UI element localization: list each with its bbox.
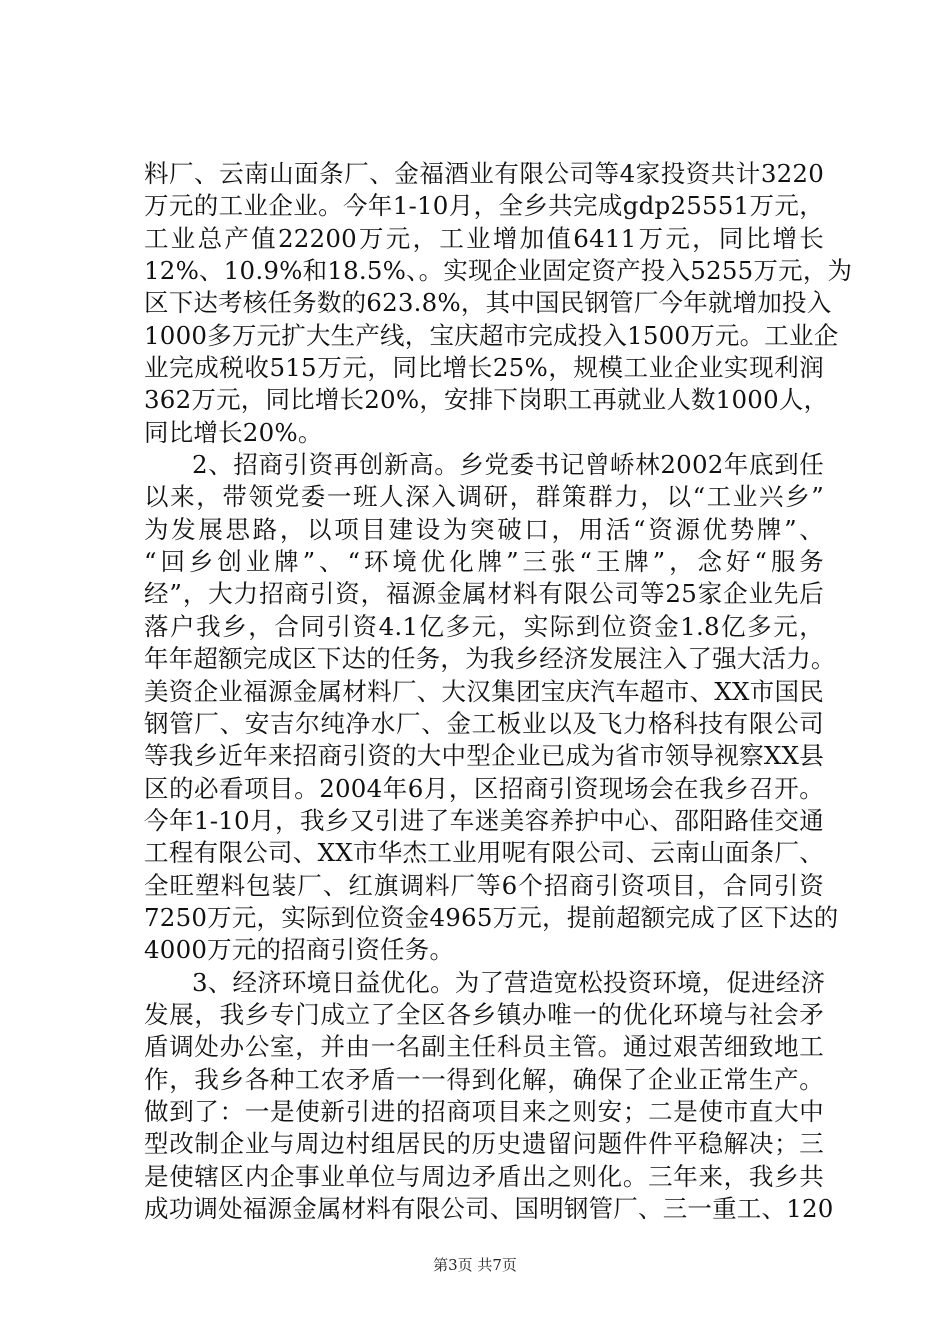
paragraph-line: 等我乡近年来招商引资的大中型企业已成为省市领导视察XX县	[144, 741, 824, 771]
paragraph-line: 年年超额完成区下达的任务，为我乡经济发展注入了强大活力。	[144, 644, 836, 674]
paragraph-line: 全旺塑料包装厂、红旗调料厂等6个招商引资项目，合同引资	[144, 870, 824, 900]
paragraph-line: 区下达考核任务数的623.8%，其中国民钢管厂今年就增加投入	[144, 288, 832, 318]
paragraph-line: 业完成税收515万元，同比增长25%，规模工业企业实现利润	[144, 353, 824, 383]
paragraph-line: 7250万元，实际到位资金4965万元，提前超额完成了区下达的	[144, 902, 839, 932]
paragraph-line: 钢管厂、安吉尔纯净水厂、金工板业以及飞力格科技有限公司	[144, 708, 824, 738]
paragraph	[144, 449, 839, 967]
paragraph-line: 是使辖区内企事业单位与周边矛盾出之则化。三年来，我乡共	[144, 1161, 824, 1191]
paragraph-line: 成功调处福源金属材料有限公司、国明钢管厂、三一重工、120	[144, 1194, 834, 1223]
page-number-indicator: 第3页 共7页	[433, 1256, 517, 1274]
paragraph-line: 2、招商引资再创新高。乡党委书记曾峤林2002年底到任	[192, 450, 824, 480]
paragraph-line: 经”，大力招商引资，福源金属材料有限公司等25家企业先后	[144, 579, 824, 609]
document-body	[144, 158, 853, 1225]
paragraph-line: 发展，我乡专门成立了全区各乡镇办唯一的优化环境与社会矛	[144, 999, 824, 1029]
paragraph-line: 作，我乡各种工农矛盾一一得到化解，确保了企业正常生产。	[144, 1064, 824, 1094]
page-footer	[0, 1254, 950, 1275]
paragraph	[144, 158, 853, 449]
paragraph-line: 同比增长20%。	[144, 417, 323, 447]
paragraph-line: 以来，带领党委一班人深入调研，群策群力，以“工业兴乡”	[144, 482, 824, 512]
paragraph-line: 做到了：一是使新引进的招商项目来之则安；二是使市直大中	[144, 1096, 824, 1126]
paragraph-line: 1000多万元扩大生产线，宝庆超市完成投入1500万元。工业企	[144, 320, 839, 350]
paragraph-line: 12%、10.9%和18.5%、。实现企业固定资产投入5255万元，为	[144, 256, 853, 286]
paragraph-line: 今年1-10月，我乡又引进了车迷美容养护中心、邵阳路佳交通	[144, 805, 824, 835]
paragraph-line: “回乡创业牌”、“环境优化牌”三张“王牌”，念好“服务	[144, 547, 824, 577]
paragraph	[144, 967, 834, 1226]
paragraph-line: 工程有限公司、XX市华杰工业用呢有限公司、云南山面条厂、	[144, 838, 824, 868]
paragraph-line: 区的必看项目。2004年6月，区招商引资现场会在我乡召开。	[144, 773, 824, 803]
paragraph-line: 为发展思路，以项目建设为突破口，用活“资源优势牌”、	[144, 514, 824, 544]
paragraph-line: 362万元，同比增长20%，安排下岗职工再就业人数1000人，	[144, 385, 829, 415]
paragraph-line: 4000万元的招商引资任务。	[144, 935, 455, 965]
paragraph-line: 万元的工业企业。今年1-10月，全乡共完成gdp25551万元，	[144, 191, 824, 221]
paragraph-line: 工业总产值22200万元，工业增加值6411万元，同比增长	[144, 223, 824, 253]
paragraph-line: 美资企业福源金属材料厂、大汉集团宝庆汽车超市、XX市国民	[144, 676, 824, 706]
paragraph-line: 盾调处办公室，并由一名副主任科员主管。通过艰苦细致地工	[144, 1032, 824, 1062]
paragraph-line: 料厂、云南山面条厂、金福酒业有限公司等4家投资共计3220	[144, 159, 824, 188]
paragraph-line: 型改制企业与周边村组居民的历史遗留问题件件平稳解决；三	[144, 1129, 824, 1159]
paragraph-line: 3、经济环境日益优化。为了营造宽松投资环境，促进经济	[192, 967, 826, 997]
paragraph-line: 落户我乡，合同引资4.1亿多元，实际到位资金1.8亿多元，	[144, 611, 824, 641]
